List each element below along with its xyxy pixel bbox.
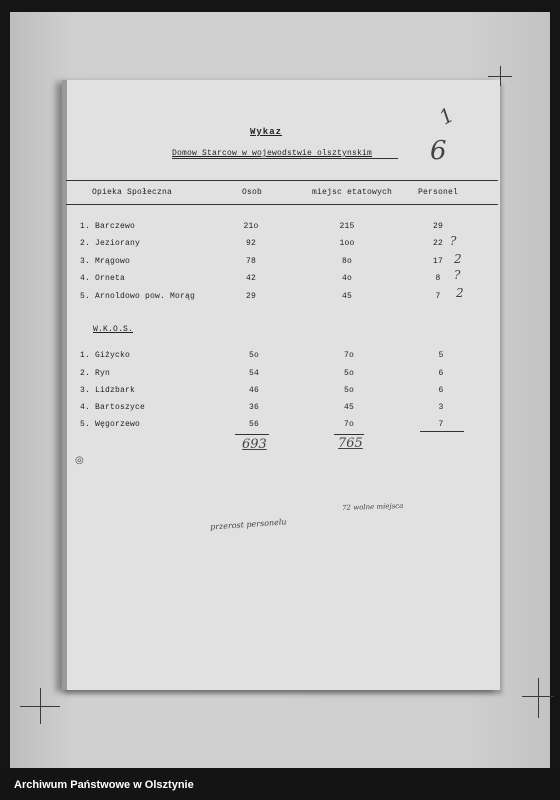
row-personel: 7 <box>435 292 441 301</box>
row-personel: 6 <box>438 386 444 395</box>
row-miejsc: 7o <box>343 351 354 360</box>
row-number: 1. <box>80 222 91 231</box>
row-personel: 17 <box>432 257 443 266</box>
row-miejsc: 5o <box>343 369 354 378</box>
row-miejsc: 5o <box>343 386 354 395</box>
column-header-osob: Osob <box>242 188 263 197</box>
row-osob: 56 <box>248 420 259 429</box>
handwritten-mark: ? <box>450 234 457 248</box>
row-number: 1. <box>80 351 91 360</box>
row-miejsc: 215 <box>339 222 355 231</box>
sum-line-personel <box>420 431 464 432</box>
row-miejsc: 1oo <box>339 239 355 248</box>
row-number: 2. <box>80 239 91 248</box>
column-header-opieka: Opieka Społeczna <box>92 188 173 197</box>
handwritten-mark: 2 <box>456 286 464 300</box>
row-number: 2. <box>80 369 91 378</box>
handwritten-total-miejsc: 765 <box>338 436 363 451</box>
subtitle-underline <box>172 158 398 159</box>
row-personel: 29 <box>432 222 443 231</box>
row-name: Ryn <box>95 369 111 378</box>
page-edge <box>62 80 67 690</box>
archive-label: Archiwum Państwowe w Olsztynie <box>14 779 194 791</box>
document-page <box>62 80 500 690</box>
row-personel: 6 <box>438 369 444 378</box>
document-subtitle: Domow Starcow w wojewodstwie olsztynskim <box>172 149 373 158</box>
row-number: 5. <box>80 292 91 301</box>
row-number: 4. <box>80 403 91 412</box>
handwritten-note: przerost personelu <box>209 517 287 532</box>
row-osob: 92 <box>245 239 256 248</box>
row-osob: 78 <box>245 257 256 266</box>
row-personel: 7 <box>438 420 444 429</box>
row-osob: 21o <box>243 222 259 231</box>
registration-mark <box>538 678 539 718</box>
row-name: Jeziorany <box>95 239 141 248</box>
row-number: 3. <box>80 257 91 266</box>
row-osob: 54 <box>248 369 259 378</box>
row-osob: 42 <box>245 274 256 283</box>
row-miejsc: 45 <box>341 292 352 301</box>
row-osob: 29 <box>245 292 256 301</box>
handwritten-page-number: 1 <box>434 102 458 130</box>
row-personel: 22 <box>432 239 443 248</box>
row-miejsc: 4o <box>341 274 352 283</box>
table-header-rule <box>66 204 498 205</box>
table-top-rule <box>66 180 498 181</box>
row-name: Arnoldowo pow. Morąg <box>95 292 196 301</box>
row-number: 3. <box>80 386 91 395</box>
row-name: Węgorzewo <box>95 420 141 429</box>
handwritten-circle-mark: ◎ <box>75 455 84 466</box>
row-miejsc: 7o <box>343 420 354 429</box>
handwritten-mark: 2 <box>454 252 462 266</box>
row-name: Bartoszyce <box>95 403 146 412</box>
row-number: 4. <box>80 274 91 283</box>
sum-line-miejsc <box>334 434 364 435</box>
row-name: Giżycko <box>95 351 131 360</box>
registration-mark <box>500 66 501 86</box>
row-number: 5. <box>80 420 91 429</box>
row-personel: 3 <box>438 403 444 412</box>
row-miejsc: 8o <box>341 257 352 266</box>
row-personel: 5 <box>438 351 444 360</box>
row-osob: 5o <box>248 351 259 360</box>
row-name: Orneta <box>95 274 126 283</box>
row-osob: 36 <box>248 403 259 412</box>
row-name: Barczewo <box>95 222 136 231</box>
handwritten-total-osob: 693 <box>242 437 267 452</box>
row-miejsc: 45 <box>343 403 354 412</box>
row-name: Mrągowo <box>95 257 131 266</box>
section-title-wkos: W.K.O.S. <box>93 325 134 334</box>
handwritten-folio-number: 6 <box>430 136 447 166</box>
column-header-miejsc: miejsc etatowych <box>312 188 393 197</box>
sum-line-osob <box>235 434 269 435</box>
row-personel: 8 <box>435 274 441 283</box>
row-name: Lidzbark <box>95 386 136 395</box>
registration-mark <box>40 688 41 724</box>
document-title: Wykaz <box>250 127 283 137</box>
handwritten-mark: ? <box>454 268 461 282</box>
row-osob: 46 <box>248 386 259 395</box>
handwritten-note: 72 wolne miejsca <box>341 501 404 513</box>
column-header-personel: Personel <box>418 188 459 197</box>
